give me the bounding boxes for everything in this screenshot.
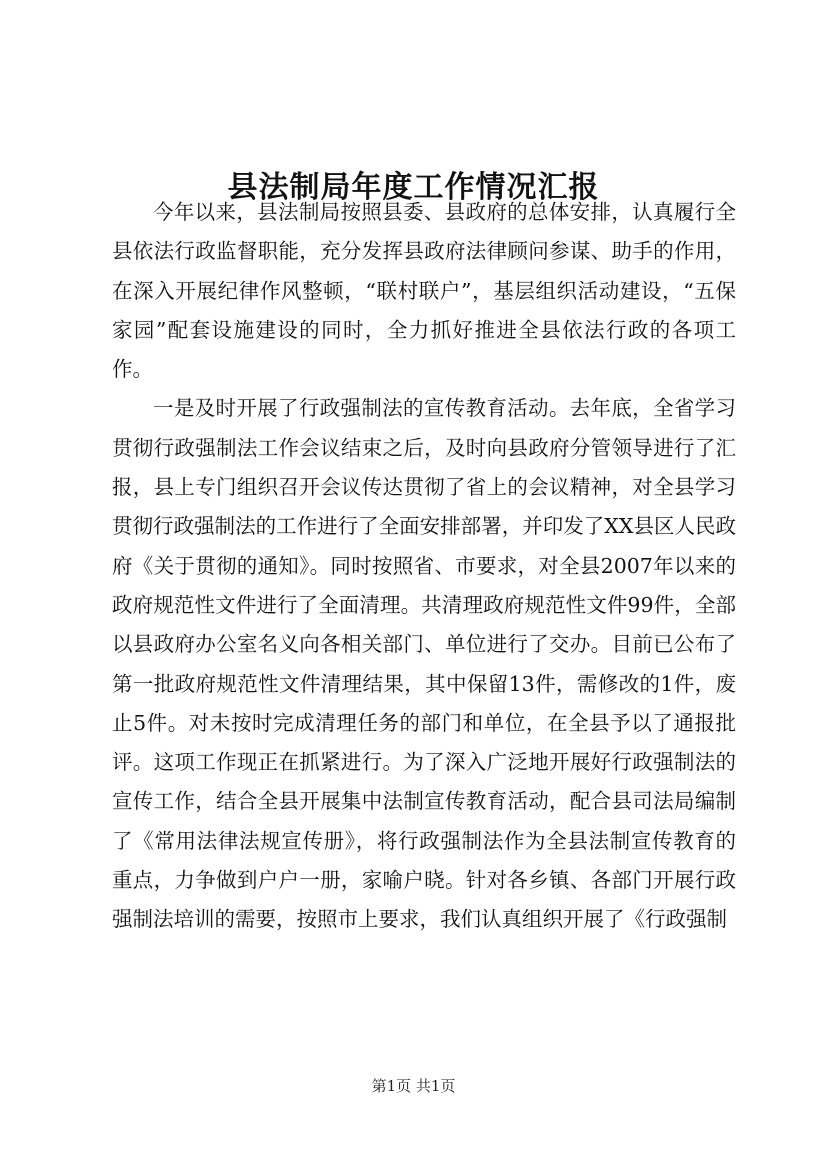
paragraph-first-item: 一是及时开展了行政强制法的宣传教育活动。去年底，全省学习贯彻行政强制法工作会议结束之后，及时向县政府分管领导进行了汇报，县上专门组织召开会议传达贯彻了省上的会议精神，对全县学习贯彻行政强制法的工作进行了全面安排部署，并印发了XX县区人民政府《关于贯彻的通知》。同时按照省、市要求，对全县2007年以来的政府规范性文件进行了全面清理。共清理政府规范性文件99件，全部以县政府办公室名义向各相关部门、单位进行了交办。目前已公布了第一批政府规范性文件清理结果，其中保留13件，需修改的1件，废止5件。对未按时完成清理任务的部门和单位，在全县予以了通报批评。这项工作现正在抓紧进行。为了深入广泛地开展好行政强制法的宣传工作，结合全县开展集中法制宣传教育活动，配合县司法局编制了《常用法律法规宣传册》，将行政强制法作为全县法制宣传教育的重点，力争做到户户一册，家喻户晓。针对各乡镇、各部门开展行政强制法培训的需要，按照市上要求，我们认真组织开展了《行政强制: [112, 396, 736, 932]
document-title: 县法制局年度工作情况汇报: [227, 170, 600, 206]
paragraph-intro: 今年以来，县法制局按照县委、县政府的总体安排，认真履行全县依法行政监督职能，充分发挥县政府法律顾问参谋、助手的作用，在深入开展纪律作风整顿，“联村联户”，基层组织活动建设，“五保家园”配套设施建设的同时，全力抓好推进全县依法行政的各项工作。: [112, 200, 736, 382]
document-body: [112, 193, 736, 940]
page-footer: 第1页 共1页: [371, 1077, 456, 1095]
